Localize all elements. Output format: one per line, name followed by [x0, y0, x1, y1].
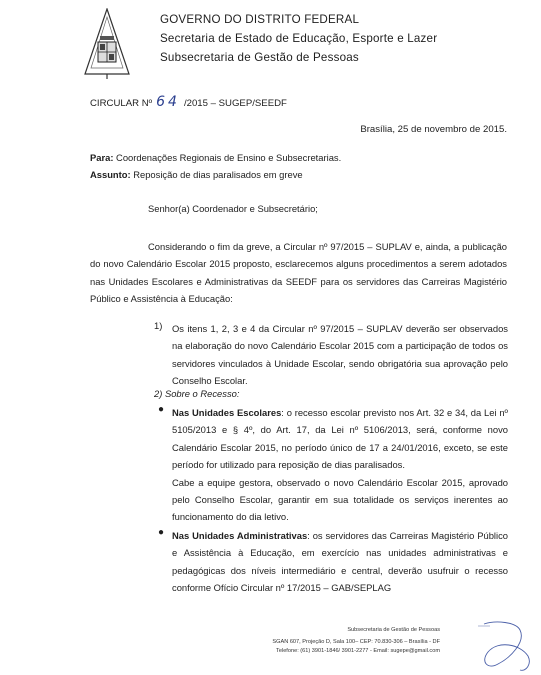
header-government: GOVERNO DO DISTRITO FEDERAL	[160, 13, 360, 26]
document-date: Brasília, 25 de novembro de 2015.	[360, 124, 507, 135]
footer-address: SGAN 607, Projeção D, Sala 100– CEP: 70.830-306 – Brasília - DF	[272, 639, 440, 645]
item-2-heading: 2) Sobre o Recesso:	[154, 388, 240, 399]
subject-line	[90, 169, 303, 180]
circular-suffix: /2015 – SUGEP/SEEDF	[183, 98, 287, 109]
header-secretariat: Secretaria de Estado de Educação, Esporte e Lazer	[160, 32, 438, 45]
footer-contact: Telefone: (61) 3901-1846/ 3901-2277 - Email: sugepe@gmail.com	[276, 648, 440, 654]
bullet-admin	[172, 527, 508, 597]
header-subsecretariat: Subsecretaria de Gestão de Pessoas	[160, 51, 359, 64]
bullet-admin-text: : os servidores das Carreiras Magistério Público e Assistência à Educação, em exercício nas unidades administrativas e pedagógicas dos níveis intermediário e central, deverão usufruir o recesso conforme Ofício Circular nº 17/2015 – GAB/SEPLAG	[172, 530, 508, 594]
recipient-text: Coordenações Regionais de Ensino e Subsecretarias.	[113, 152, 342, 163]
bullet-icon: ●	[158, 404, 165, 415]
circular-reference	[90, 94, 287, 110]
bullet-schools-text: : o recesso escolar previsto nos Art. 32 e 34, da Lei nº 5105/2013 e § 4º, do Art. 17, da Lei nº 5106/2013, será, conforme novo Calendário Escolar 2015, no período único de 17 a 24/01/2016, exceto, se este período for utilizado para reposição de dias paralisados.	[172, 407, 508, 471]
subject-text: Reposição de dias paralisados em greve	[130, 169, 303, 180]
bullet-schools	[172, 404, 508, 526]
circular-prefix: CIRCULAR Nº	[90, 98, 153, 109]
recipient-line	[90, 152, 341, 163]
circular-number: 64	[156, 94, 180, 110]
signature-icon	[476, 618, 534, 674]
recipient-label: Para:	[90, 152, 114, 163]
bullet-icon: ●	[158, 527, 165, 538]
item-1-text: Os itens 1, 2, 3 e 4 da Circular nº 97/2015 – SUPLAV deverão ser observados na elaboração do novo Calendário Escolar 2015 com a participação de todos os servidores vinculados à Unidade Escolar, sendo obrigatória sua aprovação pelo Conselho Escolar.	[172, 323, 508, 387]
subject-label: Assunto:	[90, 169, 131, 180]
intro-paragraph: Considerando o fim da greve, a Circular nº 97/2015 – SUPLAV e, ainda, a publicação do novo Calendário Escolar 2015 proposto, esclarecemos alguns procedimentos a serem adotados nas Unidades Escolares e Administrativas da SEEDF para os servidores das Carreiras Magistério Público e Assistência à Educação:	[90, 241, 507, 305]
bullet-schools-label: Nas Unidades Escolares	[172, 407, 282, 418]
item-1-marker: 1)	[154, 320, 163, 331]
footer-office: Subsecretaria de Gestão de Pessoas	[347, 627, 440, 633]
greeting: Senhor(a) Coordenador e Subsecretário;	[148, 203, 318, 214]
gdf-logo-icon	[84, 8, 130, 80]
bullet-admin-label: Nas Unidades Administrativas	[172, 530, 308, 541]
bullet-schools-text2: Cabe a equipe gestora, observado o novo Calendário Escolar 2015, aprovado pelo Conselho Escolar, garantir em sua totalidade os serviços inerentes ao funcionamento do dia letivo.	[172, 476, 508, 523]
